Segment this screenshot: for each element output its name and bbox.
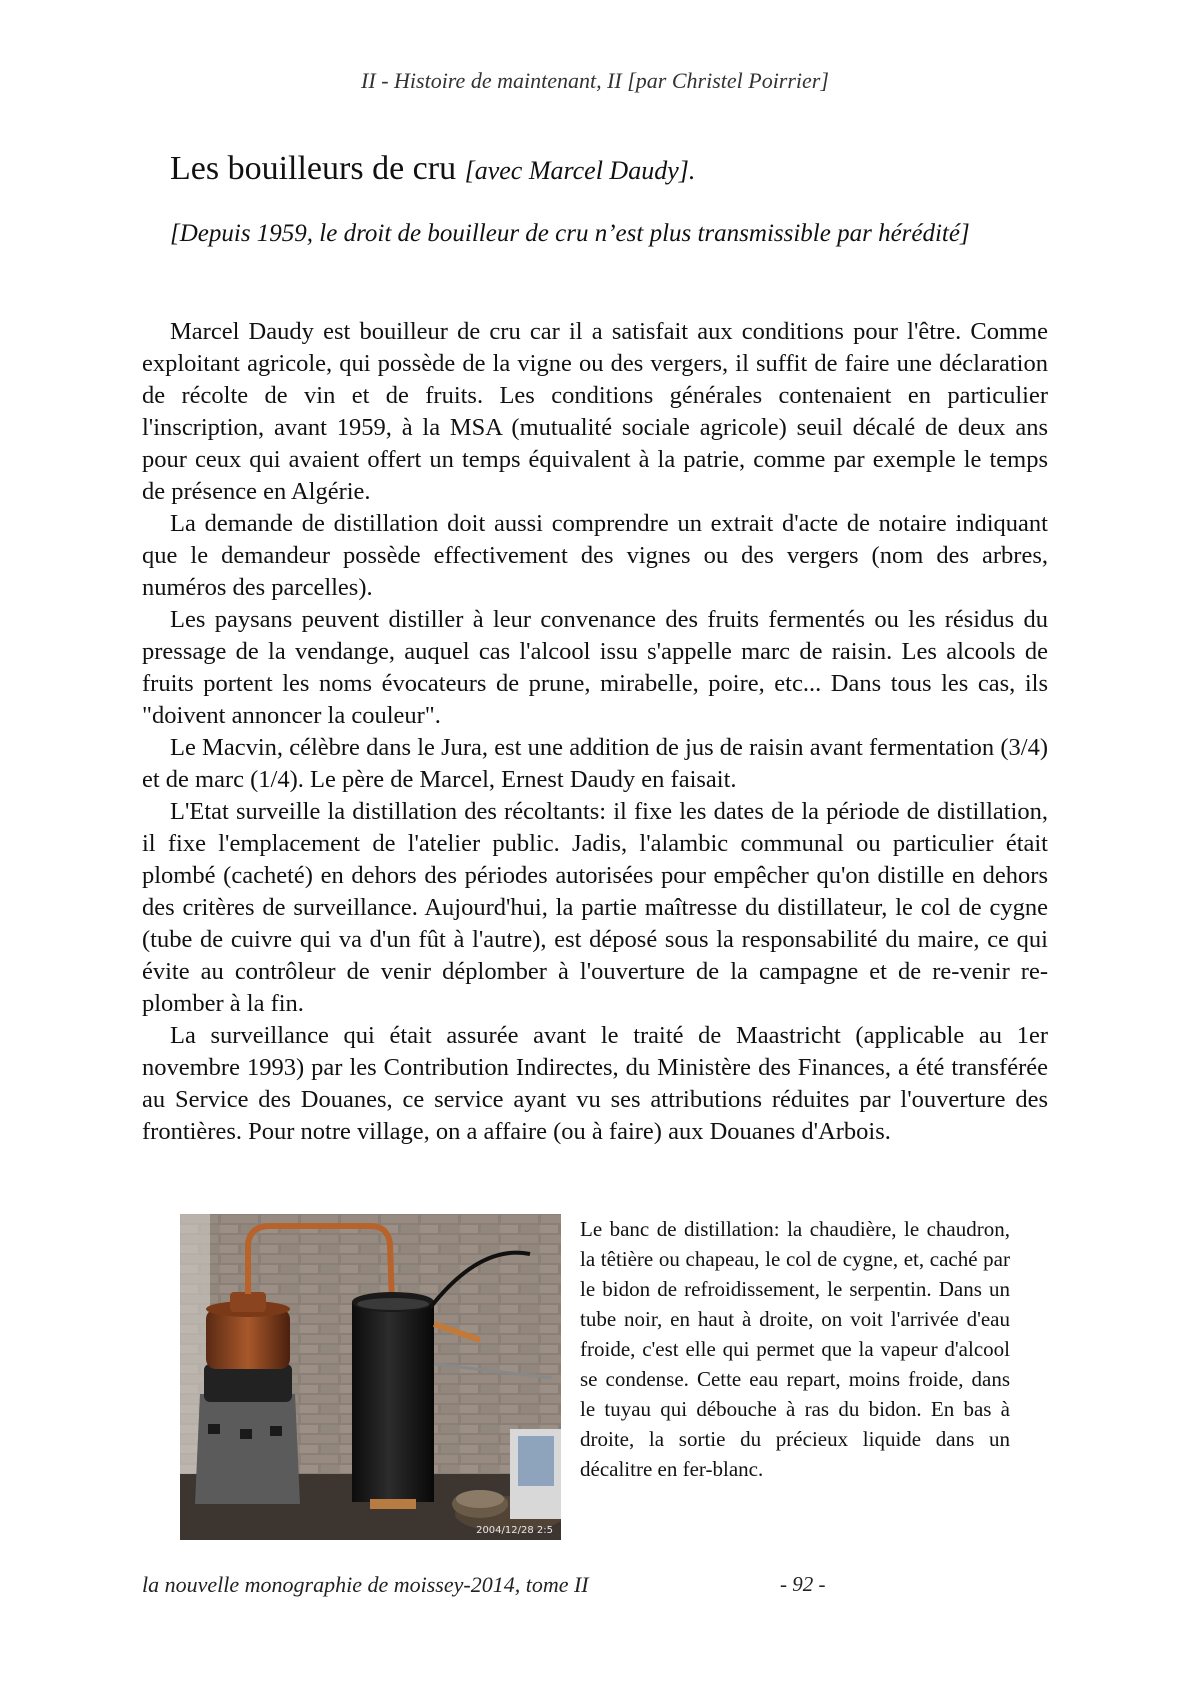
footer-publication: la nouvelle monographie de moissey-2014, tome II xyxy=(142,1572,589,1597)
article-body xyxy=(142,316,1048,1148)
page-number: - 92 - xyxy=(780,1572,826,1596)
article-subtitle: [Depuis 1959, le droit de bouilleur de cru n’est plus transmissible par hérédité] xyxy=(170,220,970,247)
paragraph: Marcel Daudy est bouilleur de cru car il a satisfait aux conditions pour l'être. Comme exploitant agricole, qui possède de la vigne ou des vergers, il suffit de faire une déclaration de récolte de vin et de fruits. Les conditions générales contenaient en particulier l'inscription, avant 1959, à la MSA (mutualité sociale agricole) seuil décalé de deux ans pour ceux qui avaient offert un temps équivalent à la patrie, comme par exemple le temps de présence en Algérie. xyxy=(142,318,1048,505)
photo-date-stamp: 2004/12/28 2:5 xyxy=(476,1525,553,1536)
paragraph: La demande de distillation doit aussi comprendre un extrait d'acte de notaire indiquant que le demandeur possède effectivement des vignes ou des vergers (nom des arbres, numéros des parcelles). xyxy=(142,510,1048,601)
paragraph: Le Macvin, célèbre dans le Jura, est une addition de jus de raisin avant fermentation (3/4) et de marc (1/4). Le père de Marcel, Ernest Daudy en faisait. xyxy=(142,734,1048,793)
paragraph: Les paysans peuvent distiller à leur convenance des fruits fermentés ou les résidus du pressage de la vendange, auquel cas l'alcool issu s'appelle marc de raisin. Les alcools de fruits portent les noms évocateurs de prune, mirabelle, poire, etc... Dans tous les cas, ils "doivent annoncer la couleur". xyxy=(142,606,1048,729)
figure-caption: Le banc de distillation: la chaudière, le chaudron, la têtière ou chapeau, le col de cygne, et, caché par le bidon de refroidissement, le serpentin. Dans un tube noir, en haut à droite, on voit l'arrivée d'eau froide, c'est elle qui permet que la vapeur d'alcool se condense. Cette eau repart, moins froide, dans le tuyau qui débouche à ras du bidon. En bas à droite, la sortie du précieux liquide dans un décalitre en fer-blanc. xyxy=(580,1217,1010,1481)
distillation-photo-illustration xyxy=(180,1214,561,1540)
distillation-photo xyxy=(180,1214,561,1540)
paragraph: L'Etat surveille la distillation des récoltants: il fixe les dates de la période de distillation, il fixe l'emplacement de l'atelier public. Jadis, l'alambic communal ou particulier était plombé (cacheté) en dehors des périodes autorisées pour empêcher qu'on distille en dehors des critères de surveillance. Aujourd'hui, la partie maîtresse du distillateur, le col de cygne (tube de cuivre qui va d'un fût à l'autre), est déposé sous la responsabilité du maire, ce qui évite au contrôleur de venir déplomber à l'ouverture de la campagne et de re-venir re-plomber à la fin. xyxy=(142,798,1048,1017)
article-title-text: Les bouilleurs de cru xyxy=(170,150,457,187)
article-title-note: [avec Marcel Daudy]. xyxy=(464,156,696,185)
article-title xyxy=(170,150,695,188)
paragraph: La surveillance qui était assurée avant le traité de Maastricht (applicable au 1er novembre 1993) par les Contribution Indirectes, du Ministère des Finances, a été transférée au Service des Douanes, ce service ayant vu ses attributions réduites par l'ouverture des frontières. Pour notre village, on a affaire (ou à faire) aux Douanes d'Arbois. xyxy=(142,1022,1048,1145)
running-header: II - Histoire de maintenant, II [par Christel Poirrier] xyxy=(361,68,829,93)
